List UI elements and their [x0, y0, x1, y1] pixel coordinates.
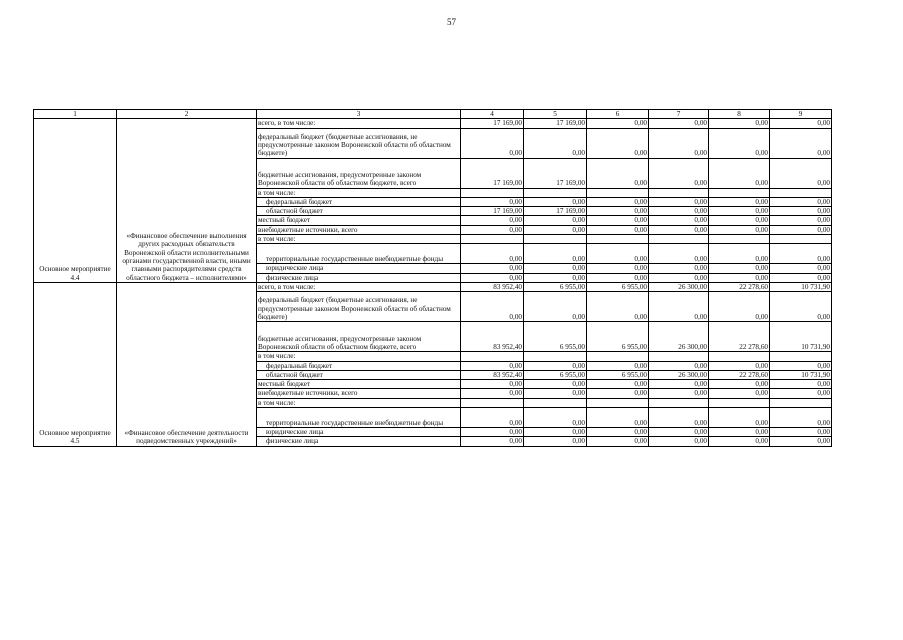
value-cell: 26 300,00	[649, 282, 709, 291]
row-label: физические лица	[257, 437, 461, 446]
value-cell: 0,00	[524, 264, 587, 273]
value-cell: 0,00	[587, 380, 649, 389]
value-cell: 0,00	[461, 197, 524, 206]
value-cell: 0,00	[770, 273, 832, 282]
row-label: местный бюджет	[257, 380, 461, 389]
row-label: федеральный бюджет (бюджетные ассигнования, не предусмотренные законом Воронежской области об областном бюджете)	[257, 292, 461, 322]
value-cell: 0,00	[649, 380, 709, 389]
value-cell: 17 169,00	[524, 119, 587, 128]
value-cell: 0,00	[587, 128, 649, 158]
column-header: 9	[770, 110, 832, 119]
value-cell: 0,00	[461, 128, 524, 158]
table-row	[34, 282, 832, 291]
value-cell: 0,00	[709, 408, 770, 428]
value-cell	[524, 235, 587, 244]
value-cell: 0,00	[770, 380, 832, 389]
value-cell: 0,00	[649, 158, 709, 188]
value-cell: 0,00	[649, 389, 709, 398]
value-cell: 0,00	[709, 292, 770, 322]
value-cell: 0,00	[461, 244, 524, 264]
value-cell	[649, 352, 709, 361]
value-cell: 0,00	[770, 361, 832, 370]
value-cell: 0,00	[587, 216, 649, 225]
value-cell	[524, 352, 587, 361]
value-cell: 17 169,00	[461, 119, 524, 128]
column-header: 1	[34, 110, 117, 119]
row-label: федеральный бюджет	[257, 197, 461, 206]
value-cell: 0,00	[770, 119, 832, 128]
value-cell: 0,00	[649, 428, 709, 437]
activity-name: «Финансовое обеспечение деятельности подведомственных учреждений»	[117, 282, 257, 446]
value-cell: 0,00	[770, 389, 832, 398]
value-cell: 0,00	[524, 244, 587, 264]
value-cell: 0,00	[524, 361, 587, 370]
value-cell: 17 169,00	[524, 158, 587, 188]
value-cell: 0,00	[461, 380, 524, 389]
value-cell: 0,00	[524, 197, 587, 206]
value-cell: 17 169,00	[461, 158, 524, 188]
value-cell: 0,00	[587, 119, 649, 128]
value-cell: 17 169,00	[461, 207, 524, 216]
column-header: 8	[709, 110, 770, 119]
value-cell	[649, 188, 709, 197]
value-cell	[770, 235, 832, 244]
value-cell	[649, 398, 709, 407]
value-cell: 0,00	[524, 128, 587, 158]
value-cell: 0,00	[649, 437, 709, 446]
row-label: всего, в том числе:	[257, 282, 461, 291]
value-cell	[461, 188, 524, 197]
value-cell: 0,00	[649, 216, 709, 225]
value-cell: 0,00	[770, 128, 832, 158]
value-cell: 0,00	[587, 389, 649, 398]
value-cell: 0,00	[770, 197, 832, 206]
value-cell: 0,00	[709, 361, 770, 370]
value-cell: 0,00	[461, 264, 524, 273]
value-cell: 0,00	[587, 428, 649, 437]
value-cell: 10 731,90	[770, 282, 832, 291]
value-cell: 22 278,60	[709, 322, 770, 352]
value-cell: 0,00	[770, 158, 832, 188]
value-cell: 0,00	[649, 225, 709, 234]
column-header: 5	[524, 110, 587, 119]
value-cell: 0,00	[461, 361, 524, 370]
column-header: 7	[649, 110, 709, 119]
value-cell: 0,00	[524, 225, 587, 234]
value-cell: 0,00	[461, 408, 524, 428]
row-label: территориальные государственные внебюджетные фонды	[257, 244, 461, 264]
value-cell: 0,00	[770, 292, 832, 322]
row-label: территориальные государственные внебюджетные фонды	[257, 408, 461, 428]
row-label: юридические лица	[257, 264, 461, 273]
value-cell	[587, 188, 649, 197]
value-cell: 0,00	[709, 428, 770, 437]
row-label: внебюджетные источники, всего	[257, 389, 461, 398]
value-cell: 0,00	[709, 158, 770, 188]
activity-title: Основное мероприятие 4.4	[34, 119, 117, 283]
value-cell	[709, 188, 770, 197]
value-cell: 0,00	[649, 273, 709, 282]
row-label: местный бюджет	[257, 216, 461, 225]
value-cell: 0,00	[524, 389, 587, 398]
value-cell: 0,00	[709, 389, 770, 398]
value-cell: 0,00	[524, 273, 587, 282]
value-cell: 26 300,00	[649, 370, 709, 379]
row-label: в том числе:	[257, 188, 461, 197]
value-cell: 0,00	[770, 428, 832, 437]
value-cell: 0,00	[524, 437, 587, 446]
value-cell	[709, 352, 770, 361]
value-cell: 0,00	[649, 408, 709, 428]
row-label: федеральный бюджет	[257, 361, 461, 370]
value-cell: 6 955,00	[587, 370, 649, 379]
value-cell: 0,00	[461, 292, 524, 322]
row-label: федеральный бюджет (бюджетные ассигнования, не предусмотренные законом Воронежской области об областном бюджете)	[257, 128, 461, 158]
value-cell: 0,00	[587, 244, 649, 264]
value-cell: 26 300,00	[649, 322, 709, 352]
value-cell: 0,00	[709, 273, 770, 282]
value-cell: 0,00	[587, 207, 649, 216]
row-label: юридические лица	[257, 428, 461, 437]
value-cell: 0,00	[587, 437, 649, 446]
value-cell: 0,00	[709, 225, 770, 234]
value-cell: 0,00	[649, 119, 709, 128]
header-row	[34, 110, 832, 119]
value-cell: 0,00	[770, 216, 832, 225]
value-cell: 0,00	[649, 292, 709, 322]
row-label: бюджетные ассигнования, предусмотренные законом Воронежской области об областном бюджете, всего	[257, 158, 461, 188]
value-cell: 0,00	[709, 380, 770, 389]
value-cell: 0,00	[709, 216, 770, 225]
value-cell: 0,00	[461, 216, 524, 225]
value-cell: 0,00	[587, 361, 649, 370]
value-cell	[587, 235, 649, 244]
value-cell: 0,00	[770, 207, 832, 216]
value-cell	[461, 235, 524, 244]
value-cell: 0,00	[709, 244, 770, 264]
value-cell: 0,00	[649, 128, 709, 158]
value-cell: 0,00	[461, 437, 524, 446]
value-cell: 0,00	[649, 264, 709, 273]
value-cell: 0,00	[461, 428, 524, 437]
value-cell: 0,00	[524, 380, 587, 389]
value-cell: 0,00	[709, 437, 770, 446]
value-cell	[587, 352, 649, 361]
value-cell: 0,00	[709, 264, 770, 273]
value-cell: 0,00	[524, 216, 587, 225]
value-cell: 0,00	[709, 119, 770, 128]
value-cell	[587, 398, 649, 407]
value-cell: 0,00	[587, 225, 649, 234]
value-cell: 0,00	[524, 292, 587, 322]
value-cell: 0,00	[587, 273, 649, 282]
value-cell: 0,00	[587, 197, 649, 206]
row-label: физические лица	[257, 273, 461, 282]
value-cell: 10 731,90	[770, 370, 832, 379]
value-cell: 0,00	[587, 292, 649, 322]
value-cell: 0,00	[461, 273, 524, 282]
value-cell: 0,00	[649, 361, 709, 370]
value-cell	[709, 398, 770, 407]
column-header: 3	[257, 110, 461, 119]
table-body	[34, 119, 832, 446]
value-cell: 0,00	[649, 197, 709, 206]
value-cell: 6 955,00	[524, 322, 587, 352]
table-row	[34, 119, 832, 128]
value-cell: 22 278,60	[709, 282, 770, 291]
value-cell	[461, 352, 524, 361]
activity-title: Основное мероприятие 4.5	[34, 282, 117, 446]
row-label: областной бюджет	[257, 207, 461, 216]
value-cell: 0,00	[770, 408, 832, 428]
value-cell	[524, 398, 587, 407]
value-cell	[770, 398, 832, 407]
column-header: 6	[587, 110, 649, 119]
value-cell: 0,00	[770, 437, 832, 446]
value-cell: 0,00	[770, 264, 832, 273]
row-label: всего, в том числе:	[257, 119, 461, 128]
value-cell: 0,00	[461, 389, 524, 398]
value-cell: 0,00	[709, 207, 770, 216]
column-header: 2	[117, 110, 257, 119]
row-label: в том числе:	[257, 398, 461, 407]
column-header: 4	[461, 110, 524, 119]
row-label: бюджетные ассигнования, предусмотренные законом Воронежской области об областном бюджете, всего	[257, 322, 461, 352]
value-cell	[649, 235, 709, 244]
value-cell: 83 952,40	[461, 282, 524, 291]
value-cell: 0,00	[587, 408, 649, 428]
value-cell: 0,00	[709, 128, 770, 158]
value-cell: 83 952,40	[461, 370, 524, 379]
row-label: в том числе:	[257, 235, 461, 244]
value-cell: 6 955,00	[587, 322, 649, 352]
value-cell: 10 731,90	[770, 322, 832, 352]
value-cell: 22 278,60	[709, 370, 770, 379]
value-cell	[770, 352, 832, 361]
row-label: внебюджетные источники, всего	[257, 225, 461, 234]
value-cell	[709, 235, 770, 244]
row-label: областной бюджет	[257, 370, 461, 379]
value-cell: 0,00	[770, 225, 832, 234]
budget-table	[33, 109, 832, 447]
value-cell: 6 955,00	[524, 370, 587, 379]
value-cell	[524, 188, 587, 197]
value-cell: 0,00	[587, 158, 649, 188]
value-cell: 0,00	[524, 408, 587, 428]
value-cell	[770, 188, 832, 197]
value-cell: 0,00	[770, 244, 832, 264]
value-cell: 6 955,00	[587, 282, 649, 291]
value-cell: 0,00	[461, 225, 524, 234]
value-cell	[461, 398, 524, 407]
row-label: в том числе:	[257, 352, 461, 361]
page-number: 57	[447, 17, 456, 27]
value-cell: 83 952,40	[461, 322, 524, 352]
value-cell: 0,00	[587, 264, 649, 273]
value-cell: 0,00	[649, 207, 709, 216]
value-cell: 0,00	[649, 244, 709, 264]
activity-name: «Финансовое обеспечение выполнения других расходных обязательств Воронежской области исполнительными органами государственной власти, иными главными распорядителями средств областного бюджета – исполнителями»	[117, 119, 257, 283]
value-cell: 17 169,00	[524, 207, 587, 216]
value-cell: 0,00	[524, 428, 587, 437]
value-cell: 6 955,00	[524, 282, 587, 291]
value-cell: 0,00	[709, 197, 770, 206]
